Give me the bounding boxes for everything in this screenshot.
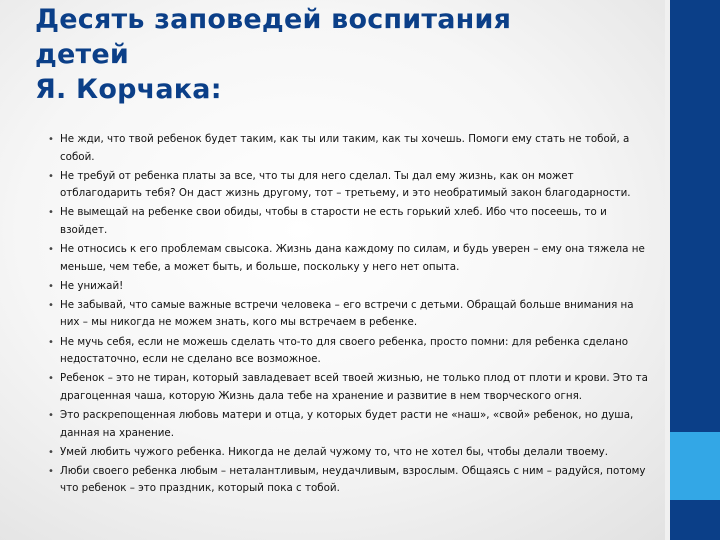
title-line-1: Десять заповедей воспитания	[35, 4, 512, 35]
bullet-dot: •	[48, 244, 54, 256]
bullet-dot: •	[48, 299, 54, 311]
list-item-text: Не вымещай на ребенке свои обиды, чтобы в старости не есть горький хлеб. Ибо что посеешь, то и взойдет.	[60, 206, 607, 236]
list-item-text: Не жди, что твой ребенок будет таким, как ты или таким, как ты хочешь. Помоги ему стать не тобой, а собой.	[60, 133, 630, 163]
title-line-2: детей	[35, 39, 129, 70]
bullet-dot: •	[48, 170, 54, 182]
bullet-dot: •	[48, 280, 54, 292]
list-item	[48, 370, 648, 405]
list-item	[48, 407, 648, 442]
list-item-text: Не относись к его проблемам свысока. Жизнь дана каждому по силам, и будь уверен – ему она тяжела не меньше, чем тебе, а может быть, и больше, поскольку у него нет опыта.	[60, 243, 645, 273]
bullet-dot: •	[48, 336, 54, 348]
bullet-dot: •	[48, 134, 54, 145]
slide-title	[35, 2, 635, 107]
list-item	[48, 131, 648, 166]
bullet-dot: •	[48, 446, 54, 458]
list-item-text: Не унижай!	[60, 279, 124, 292]
list-item	[48, 241, 648, 276]
list-item	[48, 297, 648, 332]
title-line-3: Я. Корчака:	[35, 74, 222, 105]
bullet-dot: •	[48, 409, 54, 421]
list-item	[48, 463, 648, 498]
list-item-text: Люби своего ребенка любым – неталантливым, неудачливым, взрослым. Общаясь с ним – радуйся, потому что ребенок – это праздник, который пока с тобой.	[60, 464, 646, 495]
list-item-text: Умей любить чужого ребенка. Никогда не делай чужому то, что не хотел бы, чтобы делали твоему.	[60, 445, 608, 458]
list-item	[48, 168, 648, 203]
bullet-dot: •	[48, 207, 54, 219]
bullet-dot: •	[48, 373, 54, 385]
list-item	[48, 334, 648, 369]
list-item-text: Не требуй от ребенка платы за все, что ты для него сделал. Ты дал ему жизнь, как он может отблагодарить тебя? Он даст жизнь другому, тот – третьему, и это необратимый закон благодарности.	[60, 169, 631, 200]
bullet-dot: •	[48, 465, 54, 477]
list-item-text: Не мучь себя, если не можешь сделать что-то для своего ребенка, просто помни: для ребенка сделано недостаточно, если не сделано все возможное.	[60, 335, 629, 366]
commandments-list	[48, 131, 648, 499]
list-item-text: Не забывай, что самые важные встречи человека – его встречи с детьми. Обращай больше внимания на них – мы никогда не можем знать, кого мы встречаем в ребенке.	[60, 298, 634, 329]
list-item-text: Ребенок – это не тиран, который завладевает всей твоей жизнью, не только плод от плоти и крови. Это та драгоценная чаша, которую Жизнь дала тебе на хранение и развитие в нем творческого огня.	[60, 372, 648, 402]
side-accent-block	[670, 432, 720, 500]
list-item-text: Это раскрепощенная любовь матери и отца, у которых будет расти не «наш», «свой» ребенок, но душа, данная на хранение.	[60, 408, 634, 439]
list-item	[48, 278, 648, 296]
list-item	[48, 204, 648, 239]
list-item	[48, 444, 648, 462]
